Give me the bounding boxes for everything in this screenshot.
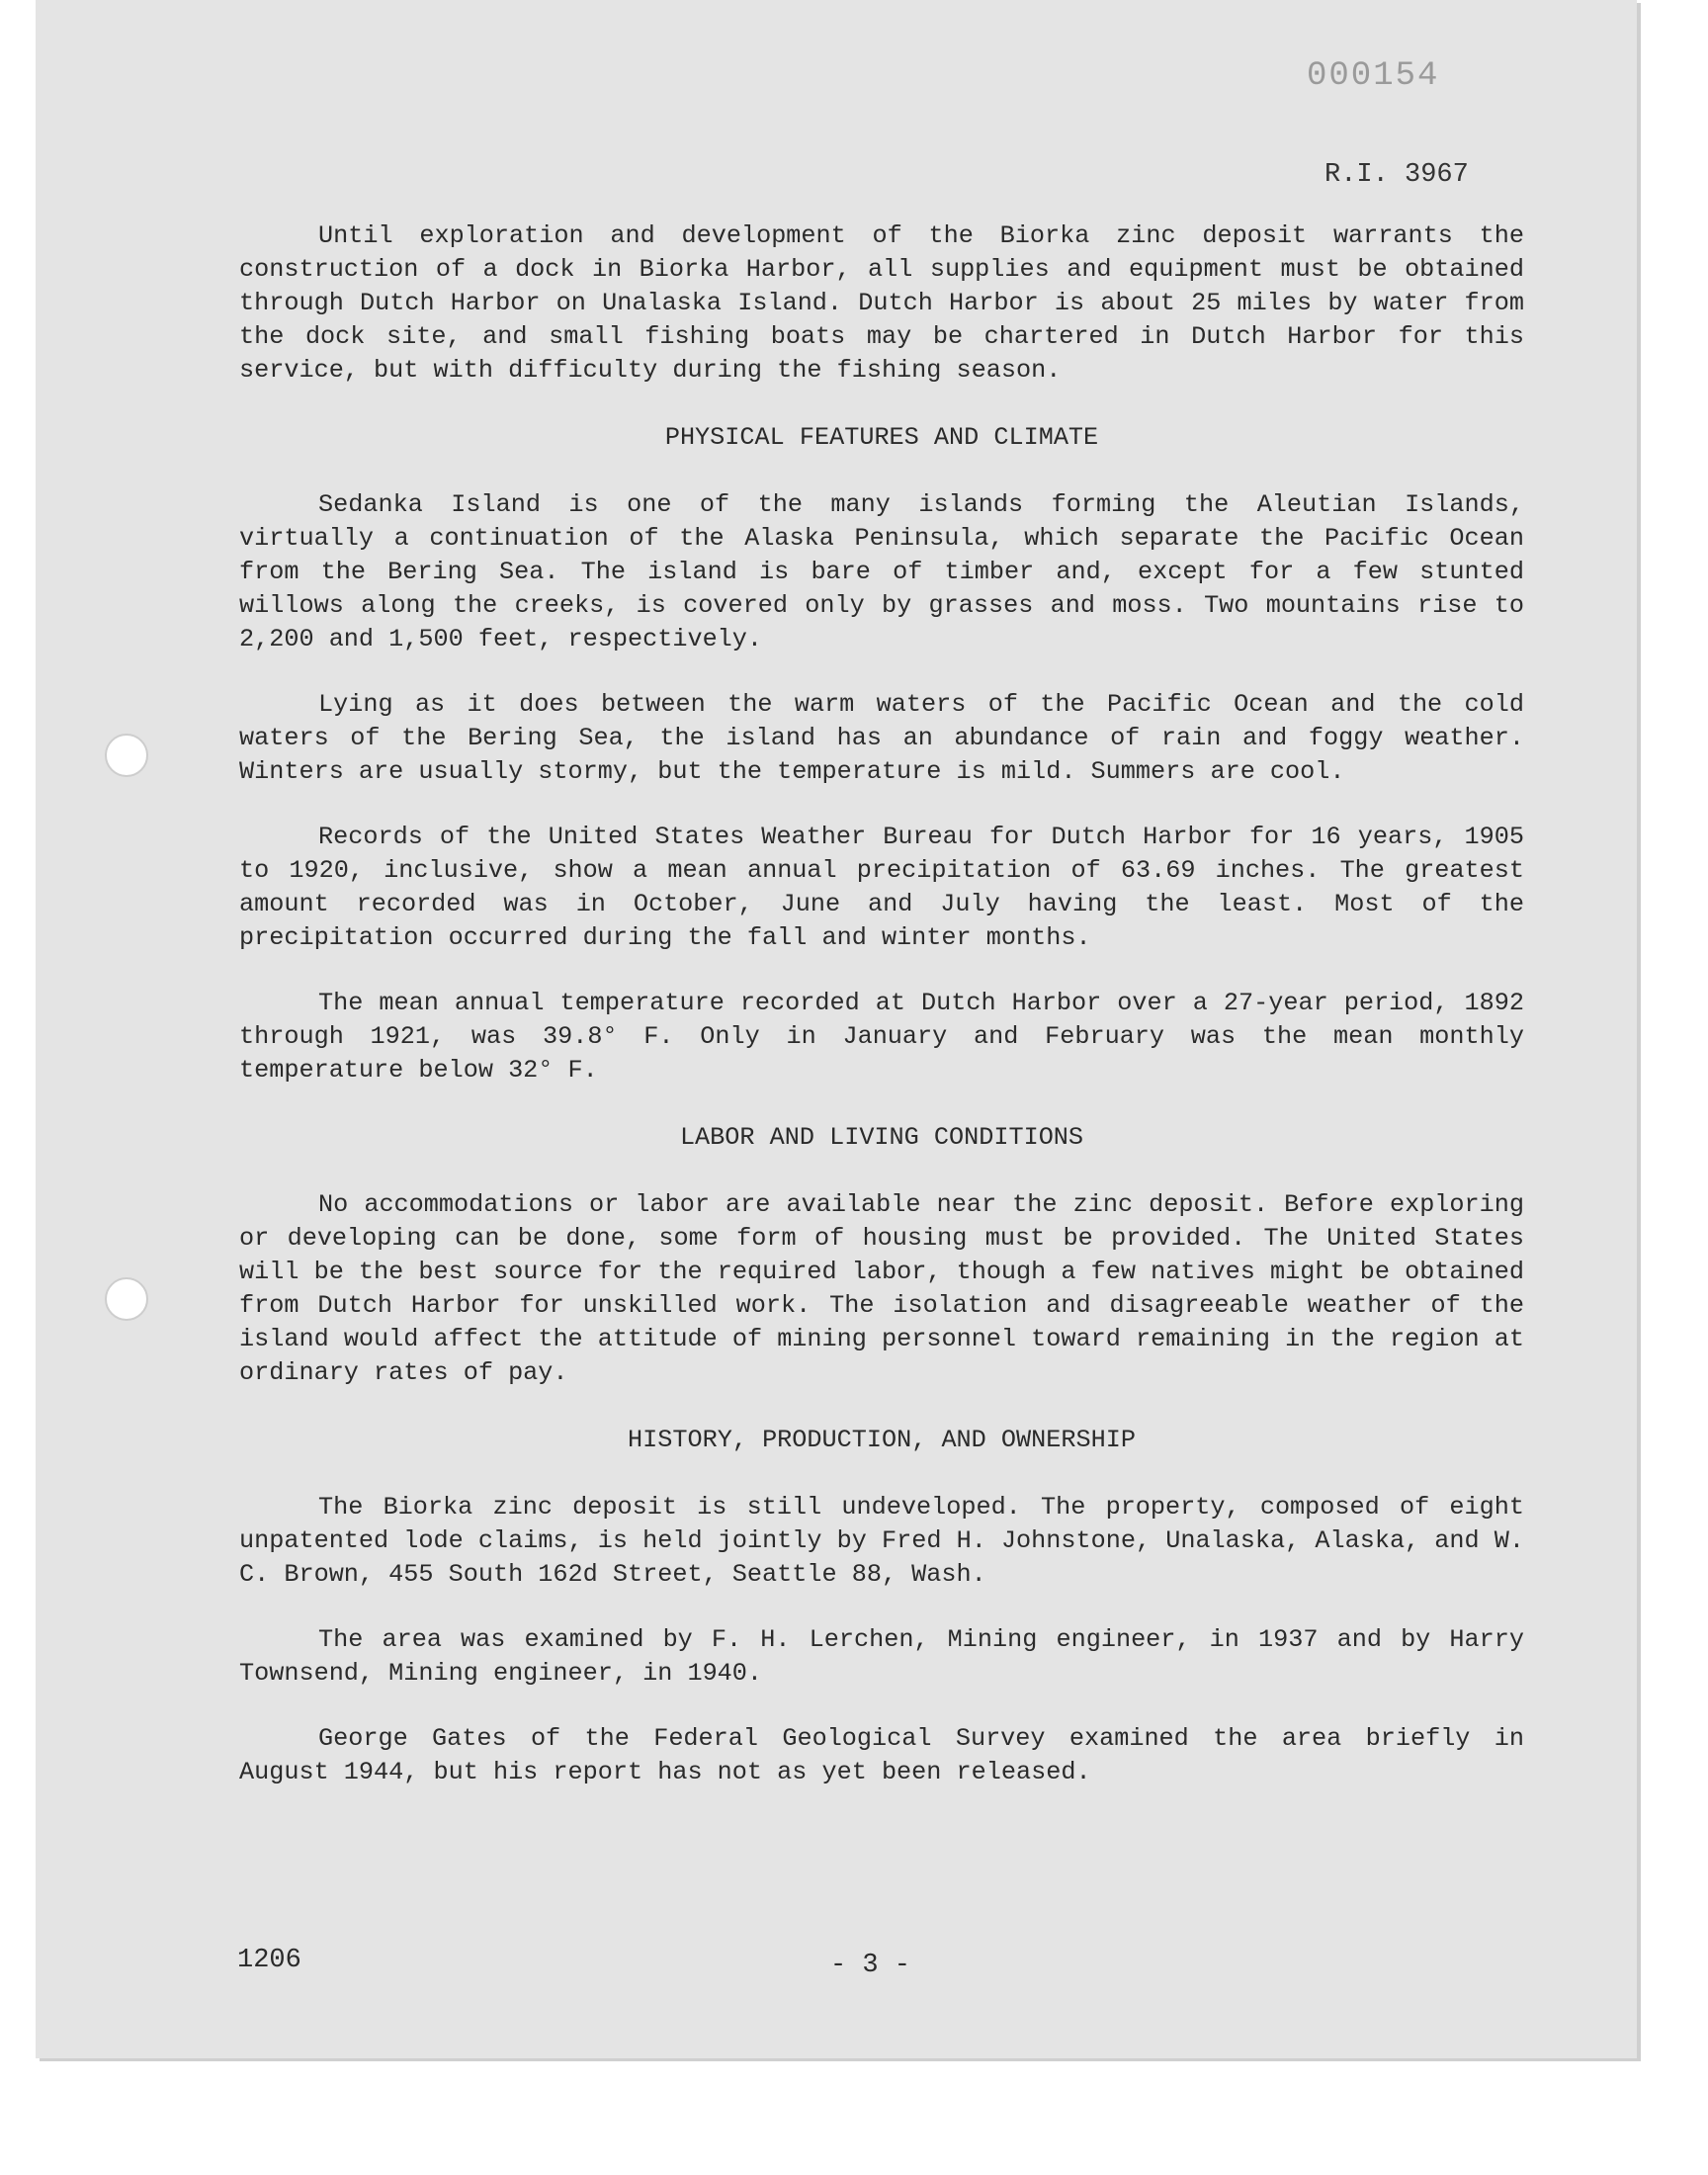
heading-history-ownership: HISTORY, PRODUCTION, AND OWNERSHIP [628, 1426, 1136, 1454]
footer-code: 1206 [237, 1946, 301, 1975]
paragraph-precipitation: Records of the United States Weather Bureau for Dutch Harbor for 16 years, 1905 to 1920, inclusive, show a mean annual precipitation of 63.69 inches. The greatest amount recorded was in October, June and July having the least. Most of the precipitation occurred during the fall and winter months. [239, 823, 1524, 952]
report-number: R.I. 3967 [1324, 160, 1469, 190]
paragraph-supplies: Until exploration and development of the Biorka zinc deposit warrants the construction of a dock in Biorka Harbor, all supplies and equipment must be obtained through Dutch Harbor on Unalaska Island. Dutch Harbor is about 25 miles by water from the dock site, and small fishing boats may be chartered in Dutch Harbor for this service, but with difficulty during the fishing season. [239, 221, 1524, 385]
document-stamp-number: 000154 [1307, 57, 1440, 95]
paragraph-accommodations: No accommodations or labor are available near the zinc deposit. Before exploring or developing can be done, some form of housing must be provided. The United States will be the best source for the required labor, though a few natives might be obtained from Dutch Harbor for unskilled work. The isolation and disagreeable weather of the island would affect the attitude of mining personnel toward remaining in the region at ordinary rates of pay. [239, 1190, 1524, 1387]
page-number: - 3 - [830, 1951, 911, 1980]
paragraph-examinations: The area was examined by F. H. Lerchen, Mining engineer, in 1937 and by Harry Townsend, Mining engineer, in 1940. [239, 1625, 1524, 1688]
paragraph-temperature: The mean annual temperature recorded at Dutch Harbor over a 27-year period, 1892 through 1921, was 39.8° F. Only in January and February was the mean monthly temperature below 32° F. [239, 989, 1524, 1085]
paragraph-sedanka-island: Sedanka Island is one of the many islands forming the Aleutian Islands, virtually a continuation of the Alaska Peninsula, which separate the Pacific Ocean from the Bering Sea. The island is bare of timber and, except for a few stunted willows along the creeks, is covered only by grasses and moss. Two mountains rise to 2,200 and 1,500 feet, respectively. [239, 490, 1524, 653]
paragraph-geological-survey: George Gates of the Federal Geological Survey examined the area briefly in August 1944, but his report has not as yet been released. [239, 1724, 1524, 1786]
document-body [239, 219, 1524, 1789]
heading-physical-features: PHYSICAL FEATURES AND CLIMATE [664, 423, 1099, 452]
paragraph-property: The Biorka zinc deposit is still undeveloped. The property, composed of eight unpatented lode claims, is held jointly by Fred H. Johnstone, Unalaska, Alaska, and W. C. Brown, 455 South 162d Street, Seattle 88, Wash. [239, 1493, 1524, 1589]
punch-hole-upper [105, 734, 148, 777]
punch-hole-lower [105, 1277, 148, 1321]
paragraph-weather: Lying as it does between the warm waters of the Pacific Ocean and the cold waters of the Bering Sea, the island has an abundance of rain and foggy weather. Winters are usually stormy, but the temperature is mild. Summers are cool. [239, 690, 1524, 786]
heading-labor-living: LABOR AND LIVING CONDITIONS [679, 1123, 1084, 1152]
